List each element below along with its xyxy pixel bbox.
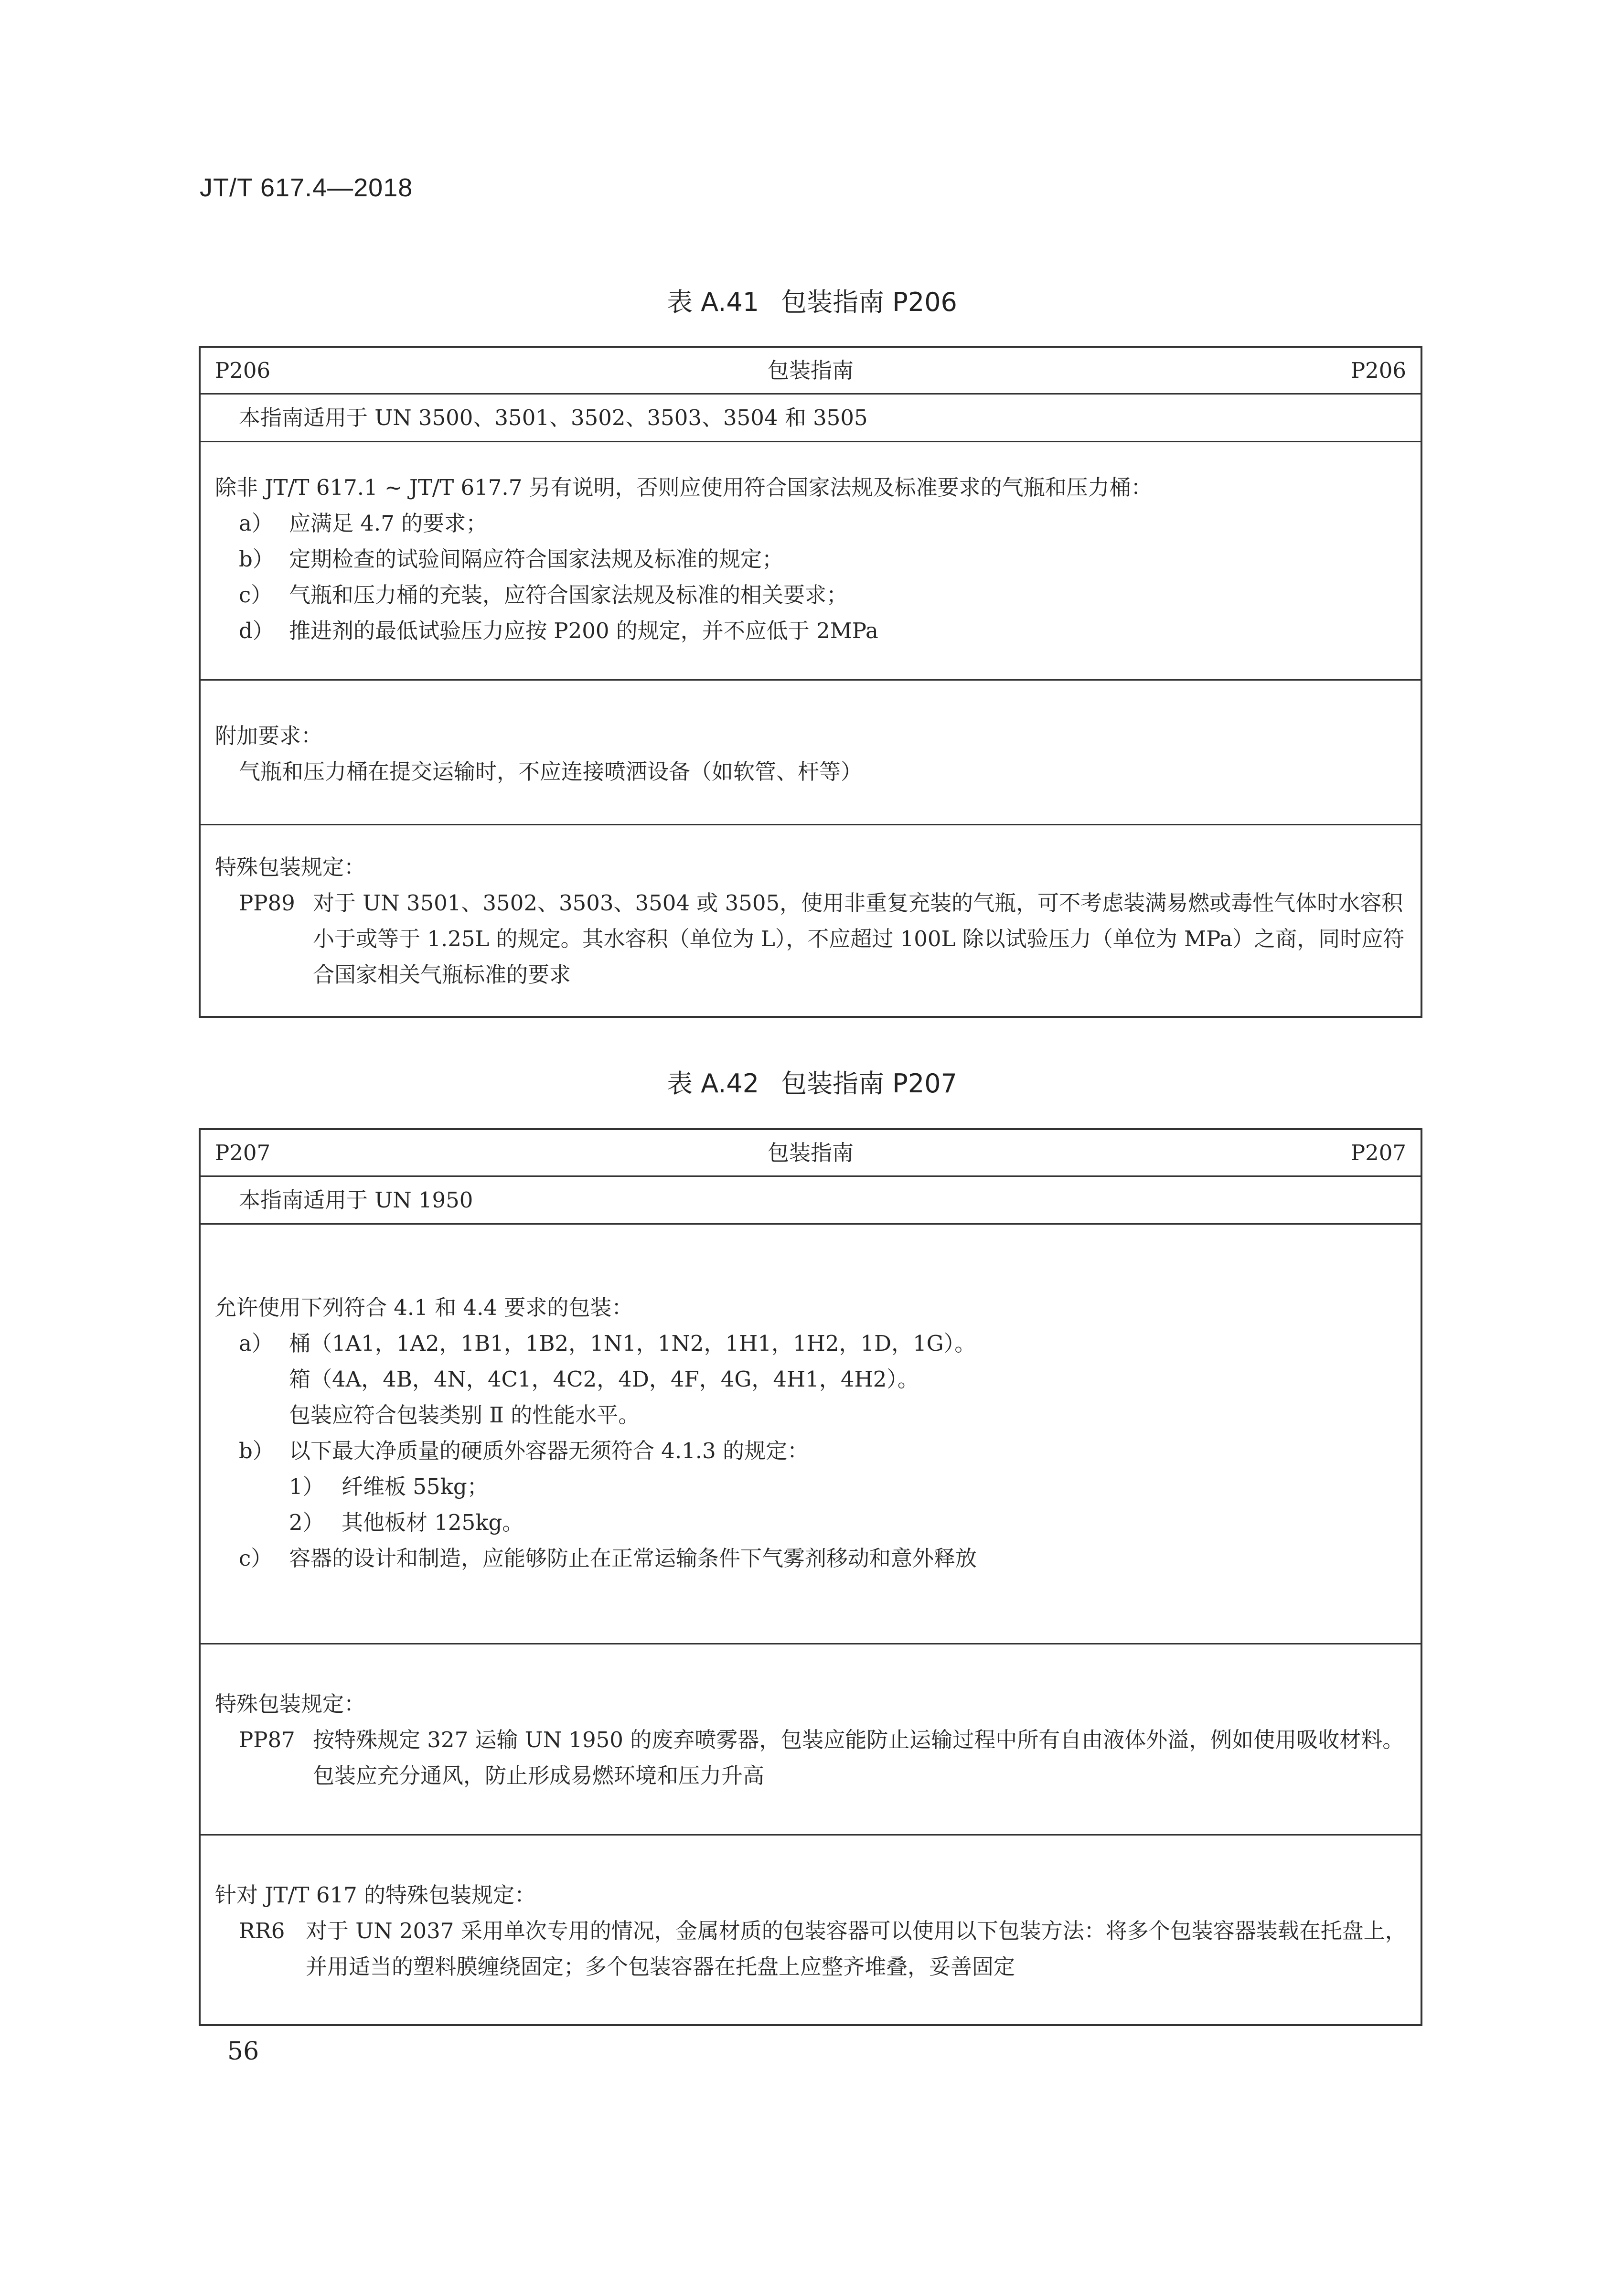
list-item [239, 577, 1407, 613]
sub-item-marker: 2） [289, 1510, 324, 1535]
instruction-code-left: P207 [215, 1140, 271, 1165]
list-item [239, 505, 1407, 541]
additional-text: 气瓶和压力桶在提交运输时，不应连接喷洒设备（如软管、杆等） [239, 759, 863, 784]
jt-special-heading: 针对 JT/T 617 的特殊包装规定： [215, 1882, 536, 1908]
provision-text: 按特殊规定 327 运输 UN 1950 的废弃喷雾器，包装应能防止运输过程中所有自由液体外溢，例如使用吸收材料。包装应充分通风，防止形成易燃环境和压力升高 [313, 1727, 1404, 1788]
general-requirements-row [201, 442, 1421, 681]
caption-number: 表 A.42 [667, 1068, 759, 1099]
item-text: 气瓶和压力桶的充装，应符合国家法规及标准的相关要求； [289, 582, 848, 608]
scope-row [201, 395, 1421, 442]
item-text: 应满足 4.7 的要求； [289, 511, 488, 536]
sub-item [289, 1469, 1407, 1505]
item-marker: a） [239, 1331, 273, 1356]
provision-rr6 [239, 1913, 1407, 1985]
general-intro: 允许使用下列符合 4.1 和 4.4 要求的包装： [215, 1295, 633, 1320]
special-heading: 特殊包装规定： [215, 854, 366, 880]
jt-special-provisions-row [201, 1836, 1421, 2024]
list-item [239, 613, 1407, 649]
provision-code: PP87 [239, 1727, 295, 1752]
packing-instruction-table-p207 [199, 1128, 1422, 2026]
scope-text: 本指南适用于 UN 1950 [239, 1187, 473, 1213]
item-text: 容器的设计和制造，应能够防止在正常运输条件下气雾剂移动和意外释放 [289, 1546, 977, 1571]
packing-instruction-table-p206 [199, 346, 1422, 1018]
caption-number: 表 A.41 [667, 287, 759, 317]
table-caption-a41 [0, 282, 1624, 319]
item-continuation: 箱（4A，4B，4N，4C1，4C2，4D，4F，4G，4H1，4H2）。 [289, 1367, 919, 1392]
general-requirements-row [201, 1225, 1421, 1644]
list-item [239, 1540, 1407, 1576]
special-provisions-row [201, 825, 1421, 1016]
item-marker: d） [239, 618, 274, 643]
list-item [239, 541, 1407, 577]
caption-title: 包装指南 P207 [781, 1068, 957, 1099]
scope-row [201, 1177, 1421, 1225]
item-text: 推进剂的最低试验压力应按 P200 的规定，并不应低于 2MPa [289, 618, 878, 643]
sub-item-text: 其他板材 125kg。 [342, 1510, 524, 1535]
sub-item-text: 纤维板 55kg； [342, 1474, 489, 1499]
provision-pp87 [239, 1722, 1407, 1794]
additional-requirements-row [201, 681, 1421, 825]
instruction-code-right: P206 [1350, 358, 1406, 383]
sub-item-marker: 1） [289, 1474, 324, 1499]
list-item [239, 1433, 1407, 1469]
document-identifier: JT/T 617.4—2018 [200, 173, 413, 202]
sub-item [289, 1505, 1407, 1540]
item-continuation: 包装应符合包装类别 Ⅱ 的性能水平。 [289, 1402, 640, 1428]
table-caption-a42 [0, 1063, 1624, 1100]
provision-pp89 [239, 885, 1407, 993]
table-header-title: 包装指南 [767, 1140, 854, 1165]
item-marker: c） [239, 582, 273, 608]
item-marker: c） [239, 1546, 273, 1571]
item-marker: a） [239, 511, 273, 536]
item-text: 桶（1A1，1A2，1B1，1B2，1N1，1N2，1H1，1H2，1D，1G）。 [289, 1331, 976, 1356]
instruction-code-right: P207 [1350, 1140, 1406, 1165]
instruction-code-left: P206 [215, 358, 271, 383]
item-marker: b） [239, 546, 274, 572]
page-number: 56 [227, 2037, 259, 2066]
list-item [239, 1325, 1407, 1361]
additional-heading: 附加要求： [215, 723, 323, 748]
table-header-title: 包装指南 [767, 358, 854, 383]
item-text: 以下最大净质量的硬质外容器无须符合 4.1.3 的规定： [289, 1438, 809, 1463]
special-provisions-row [201, 1644, 1421, 1836]
provision-code: RR6 [239, 1918, 285, 1943]
table-header-row [201, 1130, 1421, 1177]
provision-text: 对于 UN 2037 采用单次专用的情况，金属材质的包装容器可以使用以下包装方法：将多个包装容器装载在托盘上，并用适当的塑料膜缠绕固定；多个包装容器在托盘上应整齐堆叠，妥善固定 [306, 1918, 1407, 1979]
special-heading: 特殊包装规定： [215, 1691, 366, 1717]
item-marker: b） [239, 1438, 274, 1463]
provision-text: 对于 UN 3501、3502、3503、3504 或 3505，使用非重复充装的气瓶，可不考虑装满易燃或毒性气体时水容积小于或等于 1.25L 的规定。其水容积（单位为 L），不应超过 100L 除以试验压力（单位为 MPa）之商，同时应符合国家相关气瓶标准的要求 [313, 890, 1405, 987]
general-intro: 除非 JT/T 617.1 ~ JT/T 617.7 另有说明，否则应使用符合国家法规及标准要求的气瓶和压力桶： [215, 475, 1153, 500]
item-text: 定期检查的试验间隔应符合国家法规及标准的规定； [289, 546, 784, 572]
table-header-row [201, 348, 1421, 395]
scope-text: 本指南适用于 UN 3500、3501、3502、3503、3504 和 3505 [239, 405, 868, 430]
provision-code: PP89 [239, 890, 295, 916]
caption-title: 包装指南 P206 [781, 287, 957, 317]
